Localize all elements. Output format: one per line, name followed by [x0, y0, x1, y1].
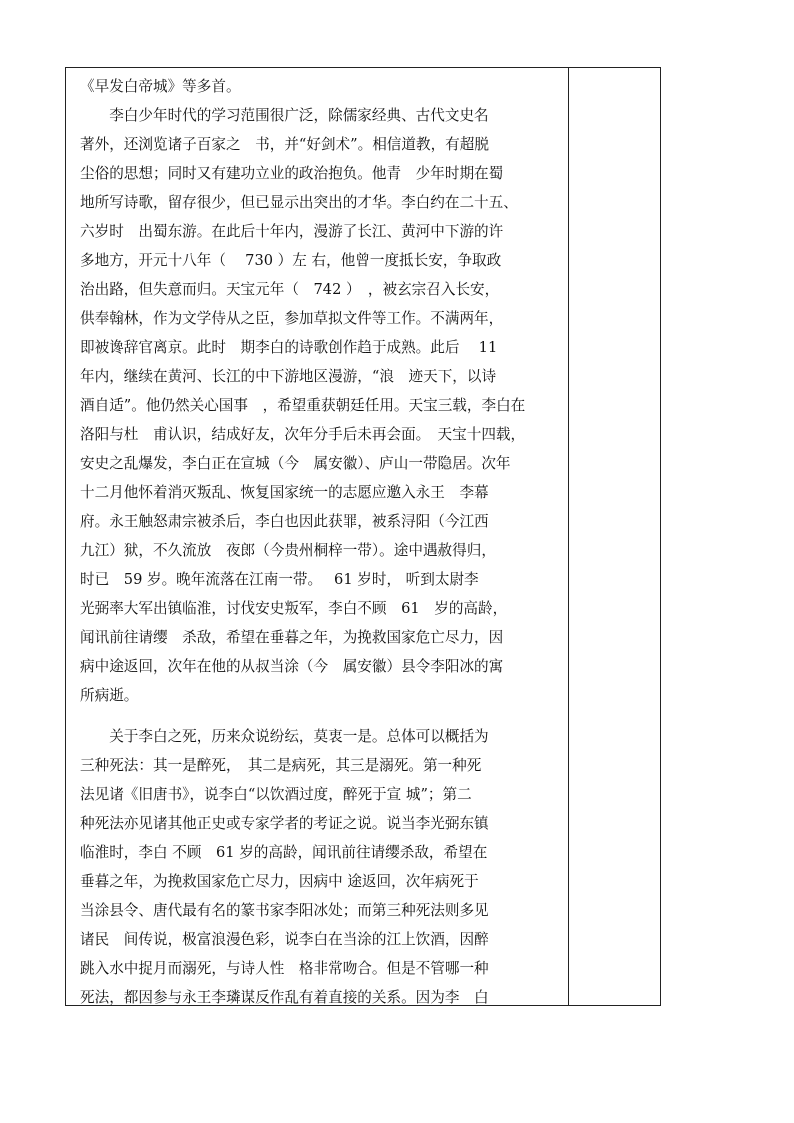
text-line: 府。永王触怒肃宗被杀后，李白也因此获罪，被系浔阳（今江西 [80, 513, 489, 530]
notes-cell [569, 68, 660, 1005]
text-line: 地所写诗歌，留存很少，但已显示出突出的才华。李白约在二十五、 [80, 194, 518, 211]
text-line: 即被谗辞官离京。此时 期李白的诗歌创作趋于成熟。此后 11 [80, 339, 498, 356]
text-line: 跳入水中捉月而溺死，与诗人性 格非常吻合。但是不管哪一种 [80, 960, 489, 977]
text-line: 多地方，开元十八年（ 730 ）左 右，他曾一度抵长安，争取政 [80, 252, 502, 269]
continuation-block [80, 72, 564, 101]
text-line: 诸民 间传说，极富浪漫色彩，说李白在当涂的江上饮酒，因醉 [80, 931, 489, 948]
paragraph-spacer [80, 710, 564, 722]
text-line: 关于李白之死，历来众说纷纭，莫衷一是。总体可以概括为 [80, 728, 489, 745]
text-line: 六岁时 出蜀东游。在此后十年内，漫游了长江、黄河中下游的许 [80, 223, 504, 240]
text-line: 三种死法：其一是醉死， 其二是病死，其三是溺死。第一种死 [80, 757, 482, 774]
text-line: 李白少年时代的学习范围很广泛，除儒家经典、古代文史名 [80, 107, 489, 124]
text-line: 著外，还浏览诸子百家之 书，并“好剑术”。相信道教，有超脱 [80, 136, 489, 153]
text-line: 洛阳与杜 甫认识，结成好友，次年分手后未再会面。 天宝十四载， [80, 426, 526, 443]
text-line: 年内，继续在黄河、长江的中下游地区漫游，“浪 迹天下，以诗 [80, 368, 497, 385]
text-line: 九江）狱，不久流放 夜郎（今贵州桐梓一带）。途中遇赦得归， [80, 542, 496, 559]
text-line: 死法，都因参与永王李璘谋反作乱有着直接的关系。因为李 白 [80, 989, 489, 1006]
text-line: 酒自适”。他仍然关心国事 ，希望重获朝廷任用。天宝三载，李白在 [80, 397, 526, 414]
text-line: 垂暮之年，为挽救国家危亡尽力，因病中 途返回，次年病死于 [80, 873, 479, 890]
document-table [65, 67, 661, 1006]
text-line: 供奉翰林，作为文学侍从之臣，参加草拟文件等工作。不满两年， [80, 310, 504, 327]
text-line: 病中途返回，次年在他的从叔当涂（今 属安徽）县令李阳冰的寓 [80, 658, 504, 675]
main-text-cell [80, 72, 564, 1012]
text-line: 光弼率大军出镇临淮，讨伐安史叛军，李白不顾 61 岁的高龄， [80, 600, 508, 617]
text-line: 临淮时，李白 不顾 61 岁的高龄，闻讯前往请缨杀敌，希望在 [80, 844, 488, 861]
text-line: 治出路，但失意而归。天宝元年（ 742 ） ，被玄宗召入长安， [80, 281, 500, 298]
text-line: 种死法亦见诸其他正史或专家学者的考证之说。说当李光弼东镇 [80, 815, 489, 832]
text-line: 法见诸《旧唐书》，说李白“以饮酒过度，醉死于宣 城”；第二 [80, 786, 472, 803]
text-line: 十二月他怀着消灭叛乱、恢复国家统一的志愿应邀入永王 李幕 [80, 484, 489, 501]
text-line: 时已 59 岁。晚年流落在江南一带。 61 岁时， 听到太尉李 [80, 571, 479, 588]
paragraph-biography [80, 101, 564, 710]
text-line: 《早发白帝城》等多首。 [80, 78, 241, 95]
paragraph-death [80, 722, 564, 1012]
text-line: 当涂县令、唐代最有名的篆书家李阳冰处；而第三种死法则多见 [80, 902, 489, 919]
text-line: 所病逝。 [80, 687, 139, 704]
text-line: 闻讯前往请缨 杀敌，希望在垂暮之年，为挽救国家危亡尽力，因 [80, 629, 504, 646]
text-line: 安史之乱爆发，李白正在宣城（今 属安徽）、庐山一带隐居。次年 [80, 455, 511, 472]
text-line: 尘俗的思想；同时又有建功立业的政治抱负。他青 少年时期在蜀 [80, 165, 504, 182]
